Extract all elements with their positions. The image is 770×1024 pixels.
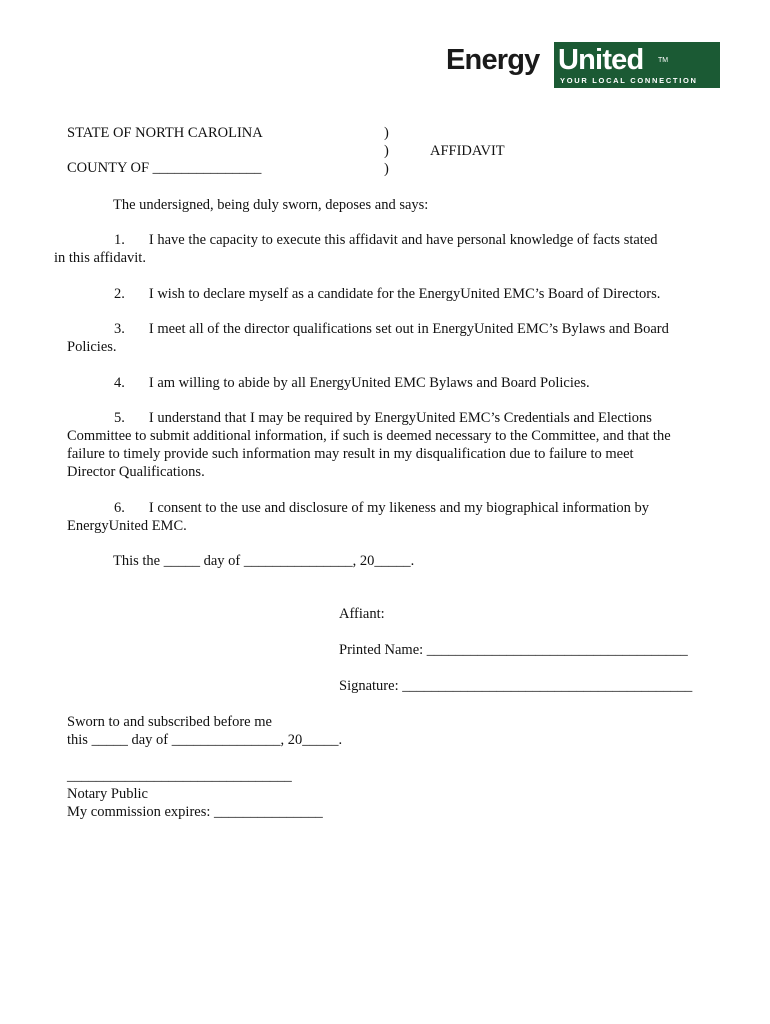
sworn-line-1: Sworn to and subscribed before me xyxy=(67,714,272,730)
intro-text: The undersigned, being duly sworn, deposes and says: xyxy=(113,197,429,213)
item-text: I consent to the use and disclosure of my likeness and my biographical information by xyxy=(148,500,650,516)
date-line: This the _____ day of _______________, 20_____. xyxy=(113,553,415,569)
county-line: COUNTY OF _______________ xyxy=(67,160,262,176)
item-text: EnergyUnited EMC. xyxy=(67,518,187,534)
item-number: 2. xyxy=(114,286,125,302)
item-text: I wish to declare myself as a candidate for the EnergyUnited EMC’s Board of Directors. xyxy=(148,286,661,302)
item-text: Director Qualifications. xyxy=(67,464,205,480)
item-text: Policies. xyxy=(67,339,117,355)
energyunited-logo xyxy=(446,42,720,88)
item-text: Committee to submit additional information, if such is deemed necessary to the Committee, and that the xyxy=(67,428,671,444)
list-item xyxy=(67,499,707,535)
list-item xyxy=(54,231,707,267)
list-item xyxy=(67,285,707,303)
caption-paren: ) xyxy=(384,143,389,159)
state-line: STATE OF NORTH CAROLINA xyxy=(67,125,263,141)
signature-field[interactable]: Signature: ________________________________________ xyxy=(339,678,693,694)
logo-word-energy: Energy xyxy=(446,44,540,76)
item-text: I understand that I may be required by EnergyUnited EMC’s Credentials and Elections xyxy=(148,410,652,426)
item-number: 1. xyxy=(114,232,125,248)
list-item xyxy=(67,374,707,392)
logo-word-united: United xyxy=(558,44,644,76)
item-text: failure to timely provide such information may result in my disqualification due to failure to meet xyxy=(67,446,634,462)
item-text: I meet all of the director qualifications set out in EnergyUnited EMC’s Bylaws and Board xyxy=(148,321,669,337)
item-text: I am willing to abide by all EnergyUnited EMC Bylaws and Board Policies. xyxy=(148,375,590,391)
logo-trademark: TM xyxy=(658,57,669,64)
list-item xyxy=(67,409,707,481)
affiant-label: Affiant: xyxy=(339,606,385,622)
item-text: in this affidavit. xyxy=(54,250,146,266)
sworn-date-field[interactable]: this _____ day of _______________, 20_____. xyxy=(67,732,343,748)
logo-tagline: YOUR LOCAL CONNECTION xyxy=(560,76,698,85)
item-number: 6. xyxy=(114,500,125,516)
item-number: 3. xyxy=(114,321,125,337)
commission-expires-field[interactable]: My commission expires: _______________ xyxy=(67,804,323,820)
notary-signature-line[interactable]: _______________________________ xyxy=(67,768,292,784)
item-number: 5. xyxy=(114,410,125,426)
notary-title: Notary Public xyxy=(67,786,148,802)
list-item xyxy=(67,320,707,356)
affidavit-title: AFFIDAVIT xyxy=(430,143,505,159)
caption-paren: ) xyxy=(384,125,389,141)
logo-green-box xyxy=(554,42,720,88)
printed-name-field[interactable]: Printed Name: ____________________________________ xyxy=(339,642,688,658)
caption-paren: ) xyxy=(384,161,389,177)
item-number: 4. xyxy=(114,375,125,391)
item-text: I have the capacity to execute this affidavit and have personal knowledge of facts stated xyxy=(148,232,658,248)
